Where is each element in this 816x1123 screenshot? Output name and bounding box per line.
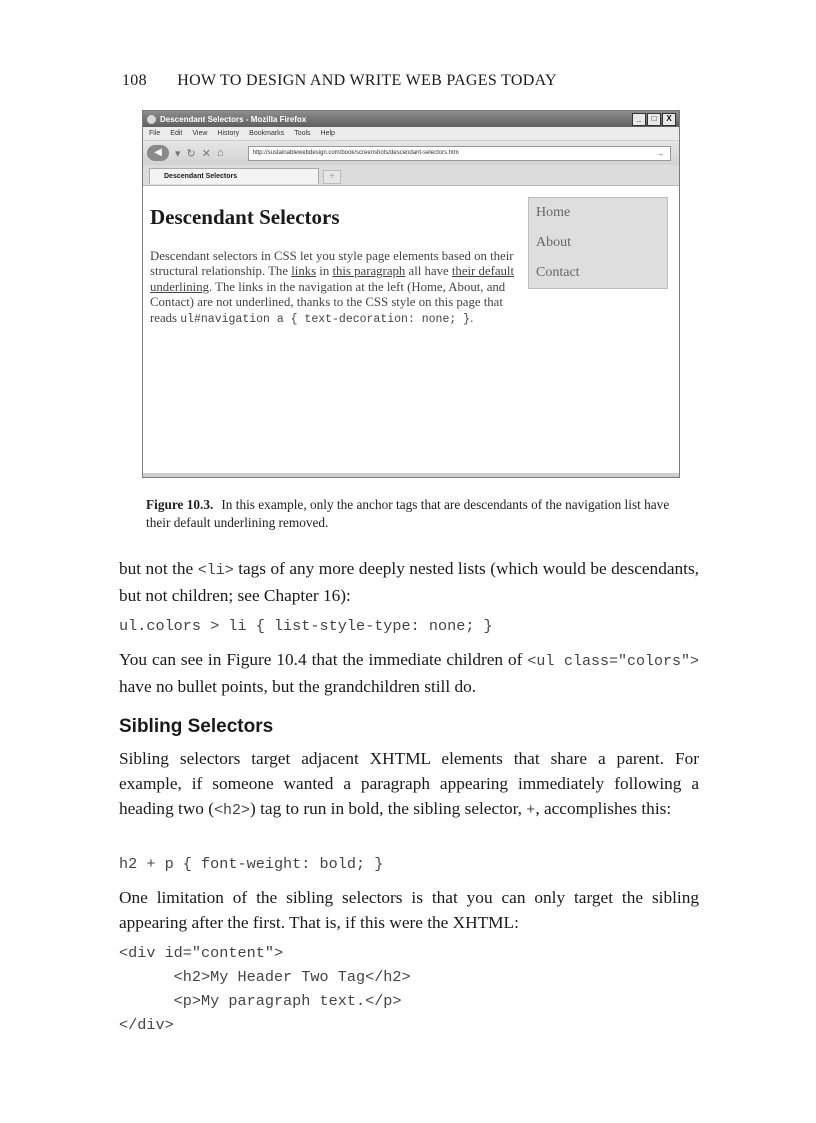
caption-text: In this example, only the anchor tags that are descendants of the navigation list have their default underlining removed. xyxy=(146,497,670,530)
code-block-1: ul.colors > li { list-style-type: none; } xyxy=(119,617,493,635)
demo-text-3: . The links in the navigation at the left (Home, About, and Contact) are not underlined, thanks to the CSS style on this page that reads xyxy=(150,279,506,325)
paragraph-1 xyxy=(119,556,699,608)
paragraph-2-text-a: You can see in Figure 10.4 that the immediate children of xyxy=(119,650,528,669)
code-block-3: <div id="content"> <h2>My Header Two Tag</h2> <p>My paragraph text.</p> </div> xyxy=(119,944,411,1034)
running-header xyxy=(122,72,557,90)
tab-strip xyxy=(143,165,679,186)
demo-text-intro: Descendant selectors in CSS let you style page elements based on their structural relationship. The xyxy=(150,249,514,279)
paragraph-3-text-a: Sibling selectors target adjacent XHTML elements that share a parent. For example, if someone wanted a paragraph appearing immediately following a heading two ( xyxy=(119,749,699,818)
paragraph-1-text-b: tags of any more deeply nested lists (which would be descendants, but not children; see Chapter 16): xyxy=(119,559,699,605)
tab-descendant-selectors[interactable]: Descendant Selectors xyxy=(149,168,319,184)
page-content xyxy=(143,185,679,477)
demo-css-code: ul#navigation a { text-decoration: none; } xyxy=(180,312,471,326)
paragraph-3 xyxy=(119,746,699,823)
demo-text-2: all have xyxy=(405,264,452,279)
paragraph-2 xyxy=(119,647,699,699)
inline-code-h2: <h2> xyxy=(214,802,251,819)
window-controls xyxy=(632,113,676,126)
reload-icon[interactable]: ↻ xyxy=(186,147,196,160)
browser-screenshot-figure xyxy=(142,110,680,478)
demo-text-end: . xyxy=(470,310,474,325)
navigation-toolbar xyxy=(143,141,679,165)
paragraph-3-text-b: ) tag to run in bold, the sibling selector, xyxy=(250,799,527,818)
inline-code-plus: + xyxy=(526,802,536,819)
link-this-paragraph[interactable]: this paragraph xyxy=(332,264,406,279)
nav-item-home[interactable]: Home xyxy=(536,205,571,220)
paragraph-3-text-c: , accomplishes this: xyxy=(535,799,672,818)
menu-edit[interactable]: Edit xyxy=(170,130,183,137)
paragraph-4: One limitation of the sibling selectors is that you can only target the sibling appearing after the first. That is, if this were the XHTML: xyxy=(119,888,699,932)
window-status-bar xyxy=(143,473,679,477)
code-block-2: h2 + p { font-weight: bold; } xyxy=(119,855,384,873)
home-icon[interactable]: ⌂ xyxy=(216,147,224,159)
menu-help[interactable]: Help xyxy=(320,130,335,137)
paragraph-2-text-b: have no bullet points, but the grandchildren still do. xyxy=(119,677,477,696)
section-heading: Sibling Selectors xyxy=(119,716,274,737)
stop-icon[interactable]: ✕ xyxy=(201,147,211,160)
menu-bar xyxy=(143,127,679,141)
nav-item-contact[interactable]: Contact xyxy=(536,265,580,280)
book-title: HOW TO DESIGN AND WRITE WEB PAGES TODAY xyxy=(177,72,557,89)
window-titlebar xyxy=(143,111,679,127)
link-their-default-underlining[interactable]: their default underlining xyxy=(150,264,515,294)
maximize-icon[interactable]: □ xyxy=(647,113,661,126)
paragraph-1-text-a: but not the xyxy=(119,559,198,578)
dropdown-arrow-icon[interactable]: ▾ xyxy=(175,147,181,160)
figure-caption xyxy=(146,496,686,532)
minimize-icon[interactable]: _ xyxy=(632,113,646,126)
menu-view[interactable]: View xyxy=(192,130,208,137)
demo-paragraph xyxy=(150,249,515,327)
go-arrow-icon[interactable]: → xyxy=(656,148,664,158)
menu-history[interactable]: History xyxy=(217,130,240,137)
inline-code-ul-colors: <ul class="colors"> xyxy=(527,653,700,670)
close-icon[interactable]: X xyxy=(662,113,676,126)
navigation-list xyxy=(528,197,668,289)
new-tab-icon[interactable]: + xyxy=(323,170,341,184)
window-title: Descendant Selectors - Mozilla Firefox xyxy=(160,114,307,124)
page-number: 108 xyxy=(122,72,147,89)
back-icon[interactable]: ◀ xyxy=(147,145,169,161)
demo-text-1: in xyxy=(316,264,333,279)
url-bar[interactable] xyxy=(248,146,671,161)
link-links[interactable]: links xyxy=(291,264,317,279)
menu-tools[interactable]: Tools xyxy=(294,130,311,137)
nav-item-about[interactable]: About xyxy=(536,235,571,250)
figure-label: Figure 10.3. xyxy=(146,497,214,512)
url-text: http://sustainablewebdesign.com/book/screenshots/descendant-selectors.htm xyxy=(252,149,459,156)
firefox-logo-icon xyxy=(147,115,156,124)
menu-file[interactable]: File xyxy=(149,130,161,137)
menu-bookmarks[interactable]: Bookmarks xyxy=(249,130,285,137)
demo-heading: Descendant Selectors xyxy=(150,205,340,229)
inline-code-li: <li> xyxy=(197,562,234,579)
